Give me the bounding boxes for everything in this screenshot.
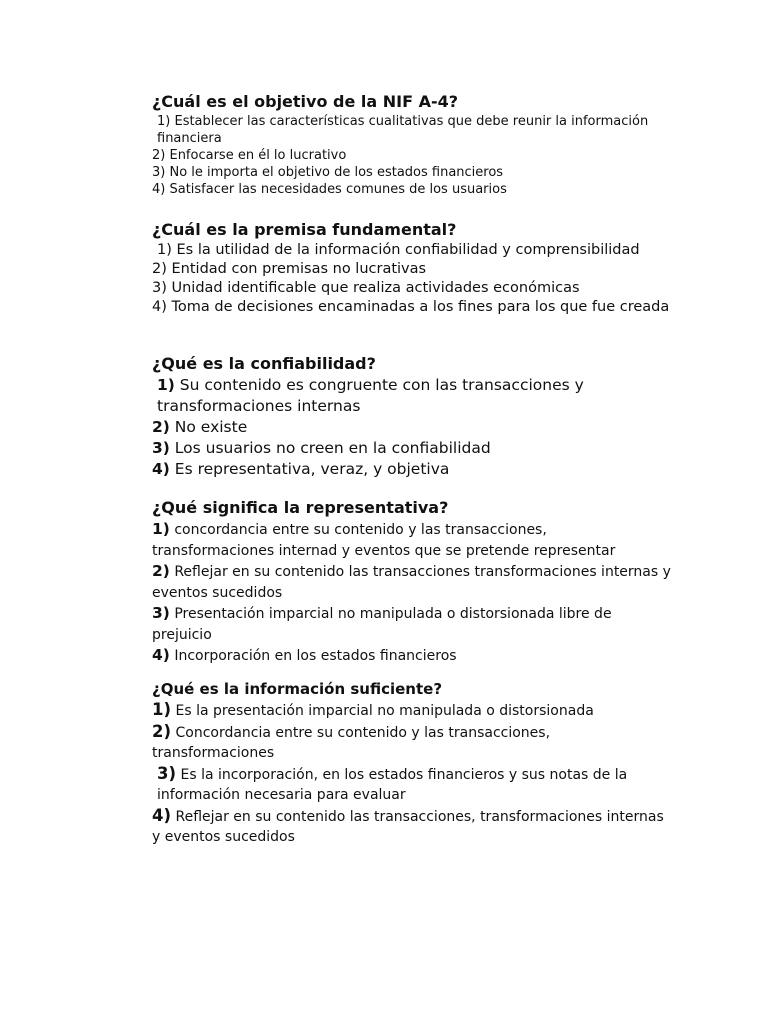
question-title: ¿Cuál es la premisa fundamental? [152,220,457,239]
option-2 [152,147,672,164]
option-1 [152,113,672,147]
option-1 [152,519,672,561]
option-text: Satisfacer las necesidades comunes de los usuarios [165,182,507,197]
option-text: No existe [169,418,248,436]
option-4 [152,298,672,317]
question-block-1 [152,92,672,198]
option-text: Toma de decisiones encaminadas a los fines para los que fue creada [166,299,670,315]
option-number: 1) [152,700,172,719]
option-number: 3) [157,763,177,783]
option-4 [152,459,672,480]
option-4 [152,806,672,848]
option-text: Incorporación en los estados financieros [169,648,457,664]
option-number: 4) [152,182,166,197]
option-text: Enfocarse en él lo lucrativo [165,148,347,163]
question-block-4 [152,498,672,667]
option-text: Los usuarios no creen en la confiabilidad [169,439,491,457]
option-1 [152,700,672,722]
option-number: 3) [152,604,170,622]
option-number: 1) [152,520,170,538]
option-4 [152,181,672,198]
option-4 [152,645,672,667]
question-title: ¿Qué es la información suficiente? [152,680,443,698]
option-number: 1) [157,242,172,258]
question-title: ¿Cuál es el objetivo de la NIF A-4? [152,92,459,111]
option-text: Es la presentación imparcial no manipulada o distorsionada [171,703,594,719]
option-number: 2) [152,261,167,277]
option-text: Es la incorporación, en los estados financieros y sus notas de la información necesaria para evaluar [157,766,628,803]
option-text: Presentación imparcial no manipulada o distorsionada libre de prejuicio [152,606,612,643]
option-number: 3) [152,439,170,457]
question-block-3 [152,354,672,480]
option-3 [152,438,672,459]
option-1 [152,375,672,417]
option-text: Es representativa, veraz, y objetiva [169,460,450,478]
question-block-5 [152,679,672,848]
option-2 [152,260,672,279]
option-1 [152,241,672,260]
option-text: Es la utilidad de la información confiabilidad y comprensibilidad [171,242,640,258]
option-number: 3) [152,280,167,296]
option-number: 1) [157,114,171,129]
option-number: 4) [152,646,170,664]
question-block-2 [152,220,672,317]
option-text: Reflejar en su contenido las transacciones transformaciones internas y eventos sucedidos [152,564,671,601]
option-text: Entidad con premisas no lucrativas [166,261,427,277]
option-number: 4) [152,805,172,825]
option-3 [152,164,672,181]
option-text: Establecer las características cualitativas que debe reunir la información financiera [157,114,649,146]
option-number: 1) [157,376,175,394]
option-number: 2) [152,721,172,741]
option-number: 3) [152,165,166,180]
option-2 [152,417,672,438]
question-title: ¿Qué es la confiabilidad? [152,354,376,373]
option-text: Unidad identificable que realiza actividades económicas [166,280,580,296]
option-number: 2) [152,418,170,436]
question-title: ¿Qué significa la representativa? [152,498,449,517]
option-3 [152,764,672,806]
option-text: No le importa el objetivo de los estados financieros [165,165,504,180]
option-number: 4) [152,299,167,315]
option-number: 2) [152,148,166,163]
option-text: Concordancia entre su contenido y las transacciones, transformaciones [152,724,551,761]
option-number: 2) [152,562,170,580]
option-3 [152,279,672,298]
option-3 [152,603,672,645]
option-2 [152,561,672,603]
option-2 [152,722,672,764]
option-text: Su contenido es congruente con las transacciones y transformaciones internas [157,376,584,415]
option-text: concordancia entre su contenido y las transacciones, transformaciones internad y eventos que se pretende representar [152,522,616,559]
option-number: 4) [152,460,170,478]
option-text: Reflejar en su contenido las transacciones, transformaciones internas y eventos sucedidos [152,808,664,845]
